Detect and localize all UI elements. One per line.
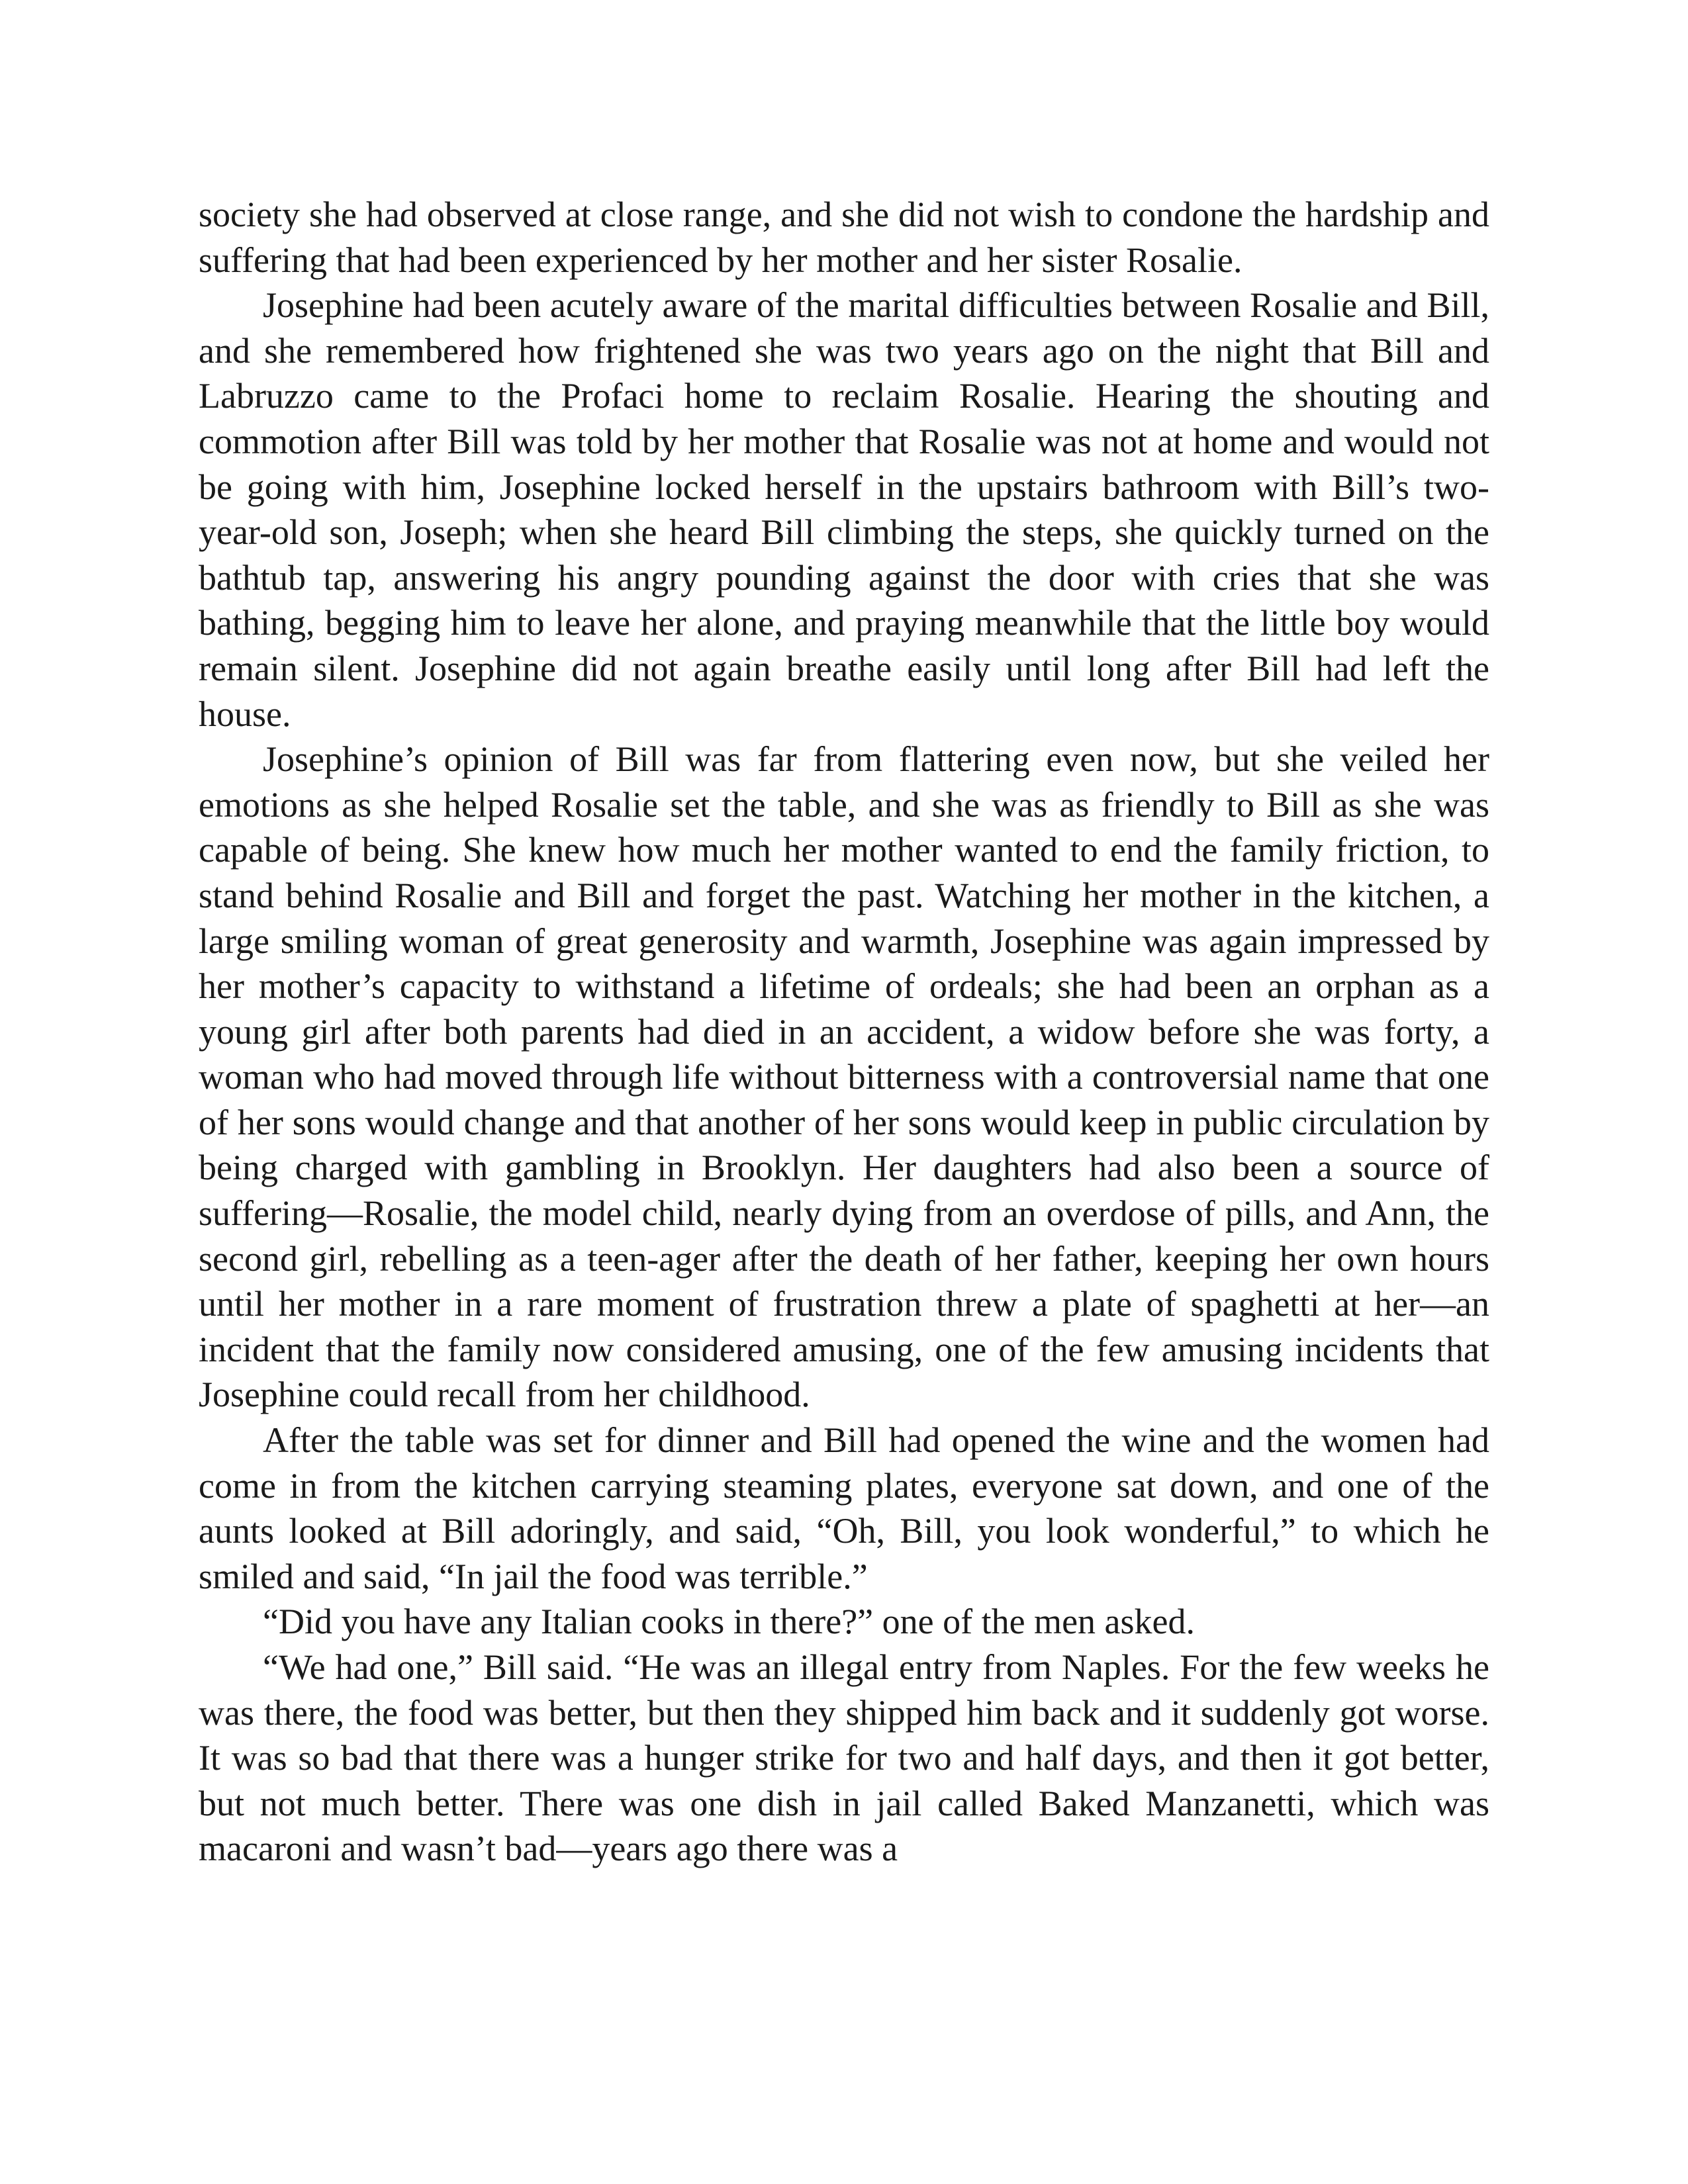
paragraph-2: Josephine had been acutely aware of the marital difficulties between Rosalie and Bill, and she remembered how frightened she was two years ago on the night that Bill and Labruzzo came to the Profaci home to reclaim Rosalie. Hearing the shouting and commotion after Bill was told by her mother that Rosalie was not at home and would not be going with him, Josephine locked herself in the upstairs bathroom with Bill’s two-year-old son, Joseph; when she heard Bill climbing the steps, she quickly turned on the bathtub tap, answering his angry pounding against the door with cries that she was bathing, begging him to leave her alone, and praying meanwhile that the little boy would remain silent. Josephine did not again breathe easily until long after Bill had left the house. [199, 285, 1489, 734]
paragraph-5: “Did you have any Italian cooks in there?” one of the men asked. [263, 1602, 1195, 1642]
paragraph-1: society she had observed at close range, and she did not wish to condone the hardship and suffering that had been experienced by her mother and her sister Rosalie. [199, 195, 1489, 280]
book-page-body [199, 192, 1489, 1872]
paragraph-6: “We had one,” Bill said. “He was an illegal entry from Naples. For the few weeks he was there, the food was better, but then they shipped him back and it suddenly got worse. It was so bad that there was a hunger strike for two and half days, and then it got better, but not much better. There was one dish in jail called Baked Manzanetti, which was macaroni and wasn’t bad—years ago there was a [199, 1647, 1489, 1869]
paragraph-3: Josephine’s opinion of Bill was far from flattering even now, but she veiled her emotions as she helped Rosalie set the table, and she was as friendly to Bill as she was capable of being. She knew how much her mother wanted to end the family friction, to stand behind Rosalie and Bill and forget the past. Watching her mother in the kitchen, a large smiling woman of great generosity and warmth, Josephine was again impressed by her mother’s capacity to withstand a lifetime of ordeals; she had been an orphan as a young girl after both parents had died in an accident, a widow before she was forty, a woman who had moved through life without bitterness with a controversial name that one of her sons would change and that another of her sons would keep in public circulation by being charged with gambling in Brooklyn. Her daughters had also been a source of suffering—Rosalie, the model child, nearly dying from an overdose of pills, and Ann, the second girl, rebelling as a teen-ager after the death of her father, keeping her own hours until her mother in a rare moment of frustration threw a plate of spaghetti at her—an incident that the family now considered amusing, one of the few amusing incidents that Josephine could recall from her childhood. [199, 739, 1489, 1415]
paragraph-4: After the table was set for dinner and Bill had opened the wine and the women had come in from the kitchen carrying steaming plates, everyone sat down, and one of the aunts looked at Bill adoringly, and said, “Oh, Bill, you look wonderful,” to which he smiled and said, “In jail the food was terrible.” [199, 1420, 1489, 1596]
